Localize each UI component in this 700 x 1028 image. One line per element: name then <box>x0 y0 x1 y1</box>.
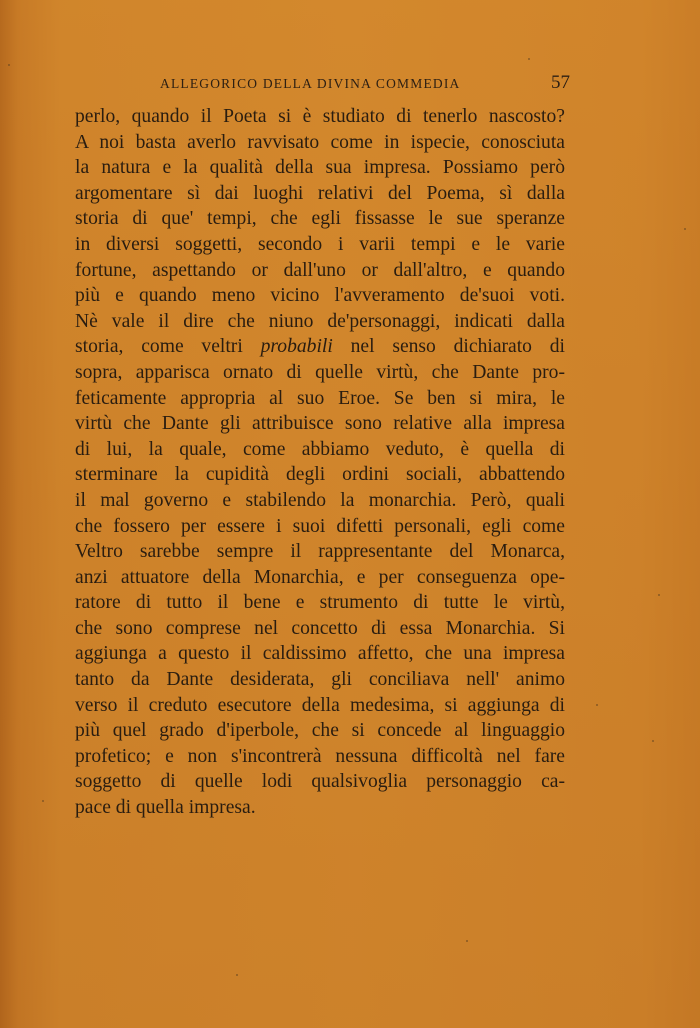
text-line: che sono comprese nel concetto di essa Monarchia. Si <box>75 617 565 639</box>
text-line: il mal governo e stabilendo la monarchia. Però, quali <box>75 489 565 511</box>
text-line: Nè vale il dire che niuno de'personaggi, indicati dalla <box>75 310 565 332</box>
text-line: verso il creduto esecutore della medesima, si aggiunga di <box>75 694 565 716</box>
text-line: virtù che Dante gli attribuisce sono relative alla impresa <box>75 413 565 435</box>
text-segment: storia, come veltri <box>75 336 243 358</box>
paper-speck <box>42 800 44 802</box>
body-text <box>75 104 565 821</box>
paper-speck <box>236 974 238 976</box>
text-line: in diversi soggetti, secondo i varii tempi e le varie <box>75 233 565 255</box>
paper-speck <box>652 740 654 742</box>
text-line: anzi attuatore della Monarchia, e per conseguenza ope- <box>75 566 565 588</box>
text-line: ratore di tutto il bene e strumento di tutte le virtù, <box>75 592 565 614</box>
text-line: argomentare sì dai luoghi relativi del Poema, sì dalla <box>75 182 565 204</box>
text-line: sterminare la cupidità degli ordini sociali, abbattendo <box>75 464 565 486</box>
running-head: ALLEGORICO DELLA DIVINA COMMEDIA <box>160 76 461 91</box>
text-line: aggiunga a questo il caldissimo affetto, che una impresa <box>75 643 565 665</box>
paper-speck <box>8 64 10 66</box>
page-number: 57 <box>551 72 570 93</box>
text-line-with-italic <box>75 334 565 360</box>
text-segment: nel senso dichiarato di <box>350 336 565 358</box>
text-line: più quel grado d'iperbole, che si concede al linguaggio <box>75 720 565 742</box>
paper-speck <box>658 594 660 596</box>
paper-speck <box>466 940 468 942</box>
text-line: storia di que' tempi, che egli fissasse le sue speranze <box>75 208 565 230</box>
text-line: A noi basta averlo ravvisato come in ispecie, conosciuta <box>75 131 565 153</box>
text-line: soggetto di quelle lodi qualsivoglia personaggio ca- <box>75 771 565 793</box>
italic-word: probabili <box>260 336 333 358</box>
paper-speck <box>684 228 686 230</box>
text-line: pace di quella impresa. <box>75 797 256 819</box>
text-line: più e quando meno vicino l'avveramento de'suoi voti. <box>75 285 565 307</box>
paper-speck <box>596 704 598 706</box>
text-line: fortune, aspettando or dall'uno or dall'altro, e quando <box>75 259 565 281</box>
text-line: tanto da Dante desiderata, gli conciliava nell' animo <box>75 669 565 691</box>
text-line: Veltro sarebbe sempre il rappresentante del Monarca, <box>75 541 565 563</box>
text-line: la natura e la qualità della sua impresa. Possiamo però <box>75 157 565 179</box>
text-line: di lui, la quale, come abbiamo veduto, è quella di <box>75 438 565 460</box>
text-line: che fossero per essere i suoi difetti personali, egli come <box>75 515 565 537</box>
text-line: sopra, apparisca ornato di quelle virtù, che Dante pro- <box>75 361 565 383</box>
text-line: feticamente appropria al suo Eroe. Se ben si mira, le <box>75 387 565 409</box>
text-line: perlo, quando il Poeta si è studiato di tenerlo nascosto? <box>75 106 565 127</box>
text-line: profetico; e non s'incontrerà nessuna difficoltà nel fare <box>75 745 565 767</box>
page-header <box>160 72 570 98</box>
paper-speck <box>528 58 530 60</box>
